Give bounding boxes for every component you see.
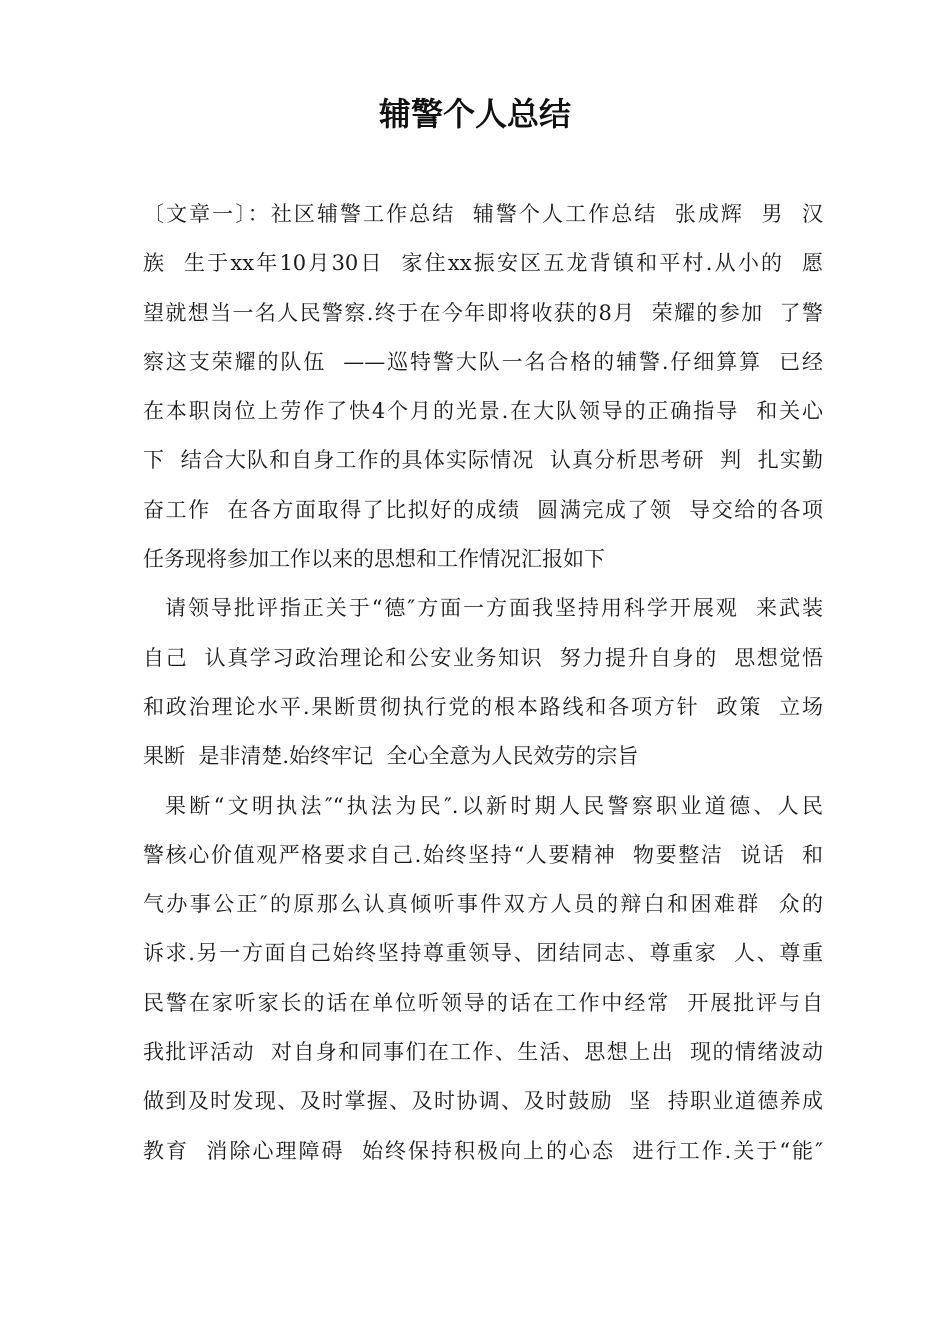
- body-line: 自己 认真学习政治理论和公安业务知识 努力提升自身的 思想觉悟: [143, 645, 823, 670]
- body-line: 在本职岗位上劳作了快4个月的光景.在大队领导的正确指导 和关心: [143, 399, 823, 424]
- body-line: 和政治理论水平.果断贯彻执行党的根本路线和各项方针 政策 立场: [143, 694, 823, 719]
- body-line: 民警在家听家长的话在单位听领导的话在工作中经常 开展批评与自: [143, 990, 823, 1015]
- body-line: 我批评活动 对自身和同事们在工作、生活、思想上出 现的情绪波动: [143, 1040, 823, 1065]
- body-line: 气办事公正″的原那么认真倾听事件双方人员的辩白和困难群 众的: [143, 892, 823, 917]
- body-line: 教育 消除心理障碍 始终保持积极向上的心态 进行工作.关于“能″: [143, 1138, 823, 1163]
- body-line: 〔文章一〕：社区辅警工作总结 辅警个人工作总结 张成辉 男 汉: [143, 202, 823, 226]
- body-line: 诉求.另一方面自己始终坚持尊重领导、团结同志、尊重家 人、尊重: [143, 941, 823, 966]
- body-line: 警核心价值观严格要求自己.始终坚持“人要精神 物要整洁 说话 和: [143, 842, 823, 867]
- body-line: 望就想当一名人民警察.终于在今年即将收获的8月 荣耀的参加 了警: [143, 300, 823, 325]
- body-line: 任务现将参加工作以来的思想和工作情况汇报如下: [143, 547, 605, 572]
- body-line: 做到及时发现、及时掌握、及时协调、及时鼓励 坚 持职业道德养成: [143, 1089, 823, 1114]
- body-line: 果断“文明执法″“执法为民″.以新时期人民警察职业道德、人民: [165, 793, 823, 818]
- document-body: [143, 196, 823, 1182]
- body-line: 奋工作 在各方面取得了比拟好的成绩 圆满完成了领 导交给的各项: [143, 497, 823, 522]
- body-line: 请领导批评指正关于“德″方面一方面我坚持用科学开展观 来武装: [165, 596, 823, 621]
- body-line: 果断 是非清楚.始终牢记 全心全意为人民效劳的宗旨: [143, 744, 639, 769]
- body-line: 下 结合大队和自身工作的具体实际情况 认真分析思考研 判 扎实勤: [143, 448, 823, 473]
- body-line: 族 生于xx年10月30日 家住xx振安区五龙背镇和平村.从小的 愿: [143, 251, 823, 276]
- body-line: 察这支荣耀的队伍 ——巡特警大队一名合格的辅警.仔细算算 已经: [143, 349, 823, 374]
- document-title: 辅警个人总结: [378, 95, 571, 133]
